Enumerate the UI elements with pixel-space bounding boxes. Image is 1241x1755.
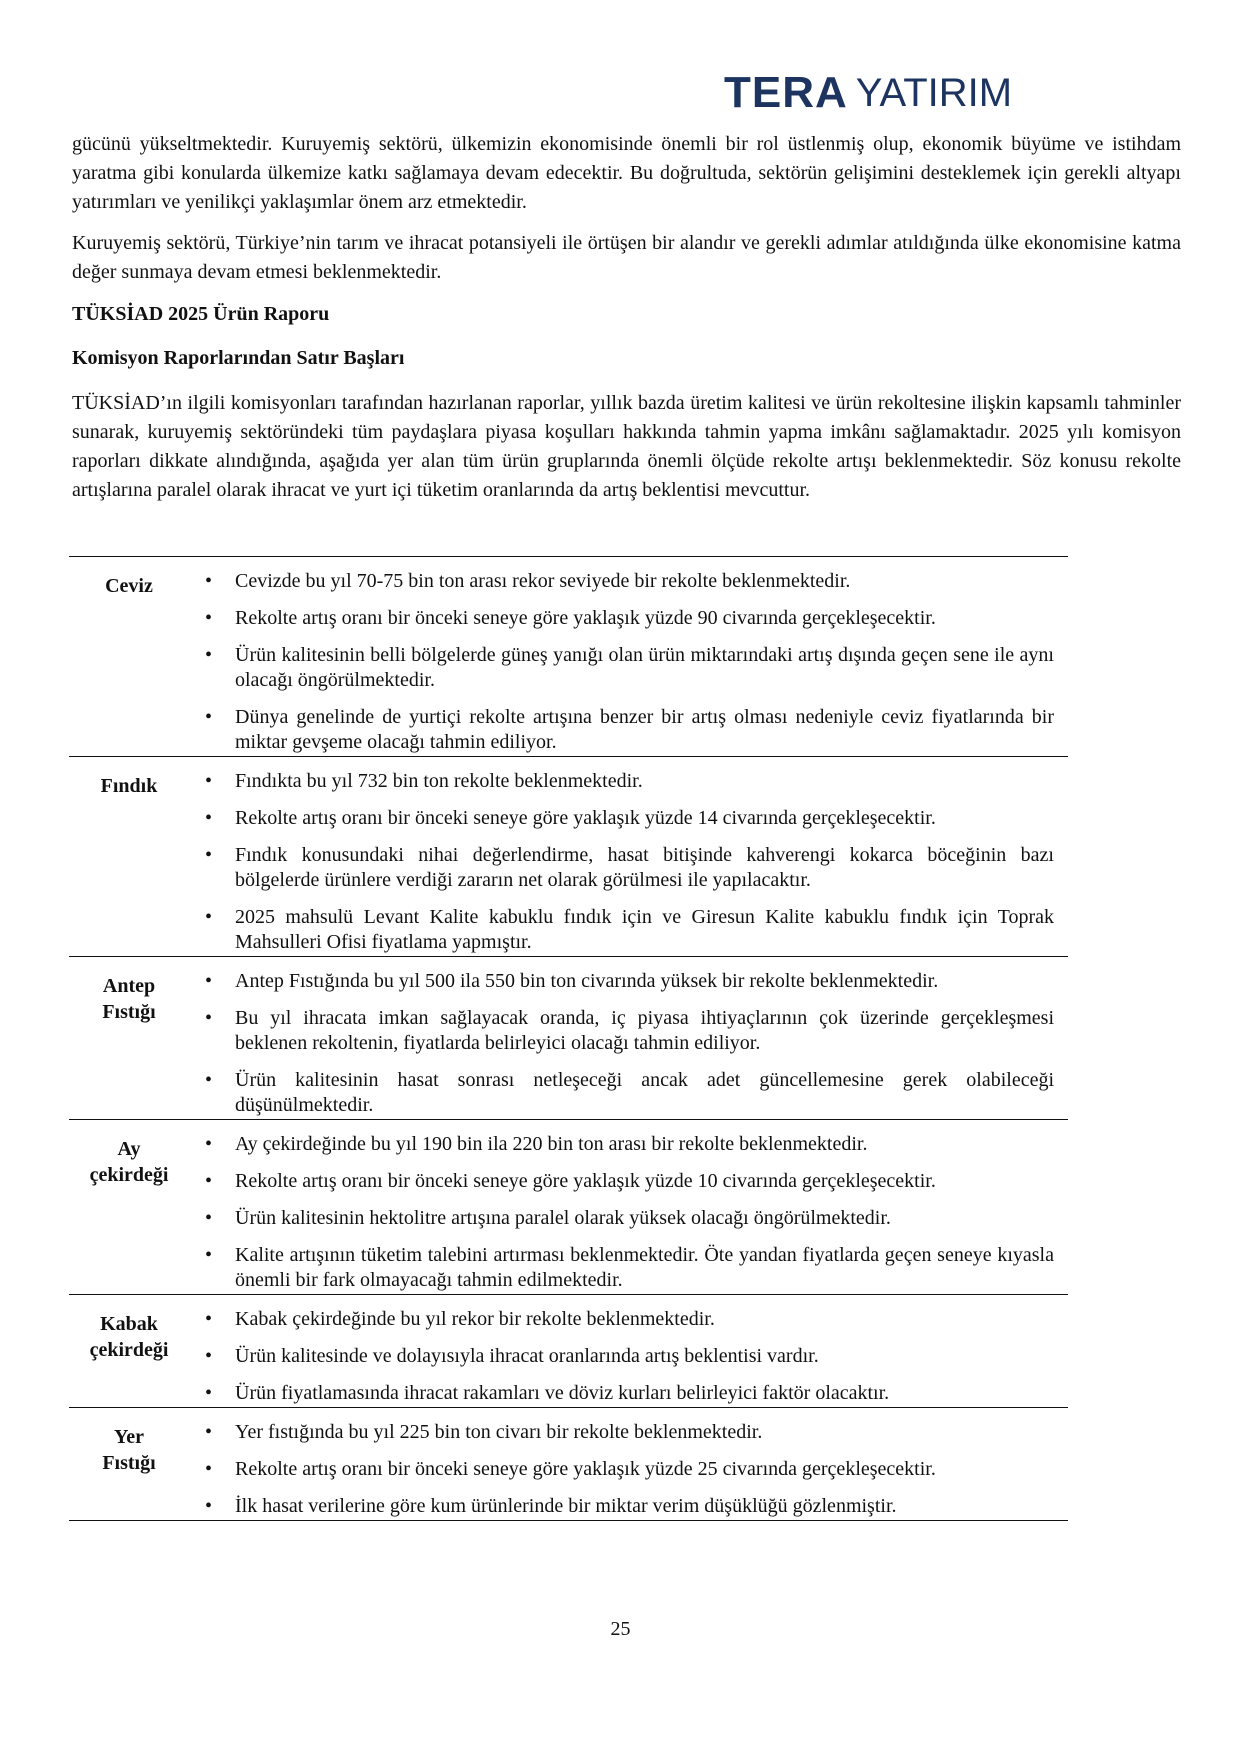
- list-item: • Ay çekirdeğinde bu yıl 190 bin ila 220 bin ton arası bir rekolte beklenmektedir.: [189, 1132, 1054, 1157]
- product-notes-cell: [189, 557, 1068, 757]
- list-item: • Fındıkta bu yıl 732 bin ton rekolte beklenmektedir.: [189, 769, 1054, 794]
- list-item: • Rekolte artış oranı bir önceki seneye göre yaklaşık yüzde 10 civarında gerçekleşecektir.: [189, 1169, 1054, 1194]
- bullet-list: [189, 769, 1054, 955]
- product-summary-table: [69, 556, 1068, 1521]
- product-name-line2: Fıstığı: [102, 1001, 156, 1023]
- list-item: • Ürün kalitesinde ve dolayısıyla ihracat oranlarında artış beklentisi vardır.: [189, 1344, 1054, 1369]
- list-item: • Ürün kalitesinin hasat sonrası netleşeceği ancak adet güncellemesine gerek olabileceği düşünülmektedir.: [189, 1068, 1054, 1118]
- tera-yatirim-logo: [724, 70, 1068, 116]
- page-number: 25: [610, 1618, 631, 1640]
- list-item: • Rekolte artış oranı bir önceki seneye göre yaklaşık yüzde 14 civarında gerçekleşecektir.: [189, 806, 1054, 831]
- bullet-list: [189, 1132, 1054, 1293]
- list-item: • Dünya genelinde de yurtiçi rekolte artışına benzer bir artış olması nedeniyle ceviz fiyatlarında bir miktar gevşeme olacağı tahmin ediliyor.: [189, 705, 1054, 755]
- product-name-cell: [69, 1120, 189, 1295]
- bullet-list: [189, 969, 1054, 1118]
- list-item: • Fındık konusundaki nihai değerlendirme, hasat bitişinde kahverengi kokarca böceğinin bazı bölgelerde ürünlere verdiği zararın net olarak görülmesi ile yapılacaktır.: [189, 843, 1054, 893]
- table-row: [69, 1295, 1068, 1408]
- body-paragraph: gücünü yükseltmektedir. Kuruyemiş sektörü, ülkemizin ekonomisinde önemli bir rol üstlenmiş olup, ekonomik büyüme ve istihdam yaratma gibi konularda ülkemize katkı sağlamaya devam edecektir. Bu doğrultuda, sektörün gelişimini desteklemek için gerekli altyapı yatırımları ve yenilikçi yaklaşımlar önem arz etmektedir.: [72, 133, 1181, 213]
- product-name-line2: çekirdeği: [89, 1339, 169, 1361]
- product-name: Ay: [117, 1138, 141, 1160]
- list-item: • Kabak çekirdeğinde bu yıl rekor bir rekolte beklenmektedir.: [189, 1307, 1054, 1332]
- intro-paragraph: TÜKSİAD’ın ilgili komisyonları tarafından hazırlanan raporlar, yıllık bazda üretim kalitesi ve ürün rekoltesine ilişkin kapsamlı tahminler sunarak, kuruyemiş sektöründeki tüm paydaşlara piyasa koşulları hakkında tahmin yapma imkânı sağlamaktadır. 2025 yılı komisyon raporları dikkate alındığında, aşağıda yer alan tüm ürün gruplarında önemli ölçüde rekolte artışı beklenmektedir. Söz konusu rekolte artışlarına paralel olarak ihracat ve yurt içi tüketim oranlarında da artış beklentisi mevcuttur.: [72, 392, 1181, 501]
- table-row: [69, 757, 1068, 957]
- logo-wordmark-yatirim: YATIRIM: [855, 71, 1013, 115]
- list-item: • Yer fıstığında bu yıl 225 bin ton civarı bir rekolte beklenmektedir.: [189, 1420, 1054, 1445]
- table-row: [69, 557, 1068, 757]
- product-name: Antep: [102, 975, 156, 997]
- product-name-line2: çekirdeği: [89, 1164, 169, 1186]
- product-name: Kabak: [100, 1313, 158, 1335]
- product-name-cell: [69, 957, 189, 1120]
- list-item: • Kalite artışının tüketim talebini artırması beklenmektedir. Öte yandan fiyatlarda geçen seneye kıyasla önemli bir fark olmayacağı tahmin edilmektedir.: [189, 1243, 1054, 1293]
- list-item: • Rekolte artış oranı bir önceki seneye göre yaklaşık yüzde 25 civarında gerçekleşecektir.: [189, 1457, 1054, 1482]
- body-paragraph: Kuruyemiş sektörü, Türkiye’nin tarım ve ihracat potansiyeli ile örtüşen bir alandır ve gerekli adımlar atıldığında ülke ekonomisine katma değer sunmaya devam etmesi beklenmektedir.: [72, 232, 1181, 283]
- list-item: • Ürün fiyatlamasında ihracat rakamları ve döviz kurları belirleyici faktör olacaktır.: [189, 1381, 1054, 1406]
- product-notes-cell: [189, 1295, 1068, 1408]
- logo-wordmark-tera: TERA: [724, 68, 848, 117]
- product-name: Fındık: [100, 775, 158, 797]
- bullet-list: [189, 1307, 1054, 1406]
- product-notes-cell: [189, 757, 1068, 957]
- product-notes-cell: [189, 1408, 1068, 1521]
- product-notes-cell: [189, 1120, 1068, 1295]
- list-item: • Ürün kalitesinin belli bölgelerde güneş yanığı olan ürün miktarındaki artış dışında geçen sene ile aynı olacağı öngörülmektedir.: [189, 643, 1054, 693]
- subsection-title: Komisyon Raporlarından Satır Başları: [72, 347, 405, 369]
- product-name: Yer: [114, 1426, 144, 1448]
- product-name-cell: [69, 1295, 189, 1408]
- document-body: [72, 130, 1181, 517]
- list-item: • Rekolte artış oranı bir önceki seneye göre yaklaşık yüzde 90 civarında gerçekleşecektir.: [189, 606, 1054, 631]
- list-item: • İlk hasat verilerine göre kum ürünlerinde bir miktar verim düşüklüğü gözlenmiştir.: [189, 1494, 1054, 1519]
- list-item: • 2025 mahsulü Levant Kalite kabuklu fındık için ve Giresun Kalite kabuklu fındık için Toprak Mahsulleri Ofisi fiyatlama yapmıştır.: [189, 905, 1054, 955]
- table-row: [69, 957, 1068, 1120]
- product-name-cell: [69, 557, 189, 757]
- list-item: • Ürün kalitesinin hektolitre artışına paralel olarak yüksek olacağı öngörülmektedir.: [189, 1206, 1054, 1231]
- product-name: Ceviz: [105, 575, 153, 597]
- table-row: [69, 1120, 1068, 1295]
- list-item: • Cevizde bu yıl 70-75 bin ton arası rekor seviyede bir rekolte beklenmektedir.: [189, 569, 1054, 594]
- list-item: • Bu yıl ihracata imkan sağlayacak oranda, iç piyasa ihtiyaçlarının çok üzerinde gerçekleşmesi beklenen rekoltenin, fiyatlarda belirleyici olacağı tahmin ediliyor.: [189, 1006, 1054, 1056]
- table-row: [69, 1408, 1068, 1521]
- list-item: • Antep Fıstığında bu yıl 500 ila 550 bin ton civarında yüksek bir rekolte beklenmektedir.: [189, 969, 1054, 994]
- product-name-cell: [69, 757, 189, 957]
- section-title: TÜKSİAD 2025 Ürün Raporu: [72, 303, 330, 325]
- product-name-line2: Fıstığı: [102, 1452, 156, 1474]
- product-name-cell: [69, 1408, 189, 1521]
- bullet-list: [189, 569, 1054, 755]
- product-notes-cell: [189, 957, 1068, 1120]
- bullet-list: [189, 1420, 1054, 1519]
